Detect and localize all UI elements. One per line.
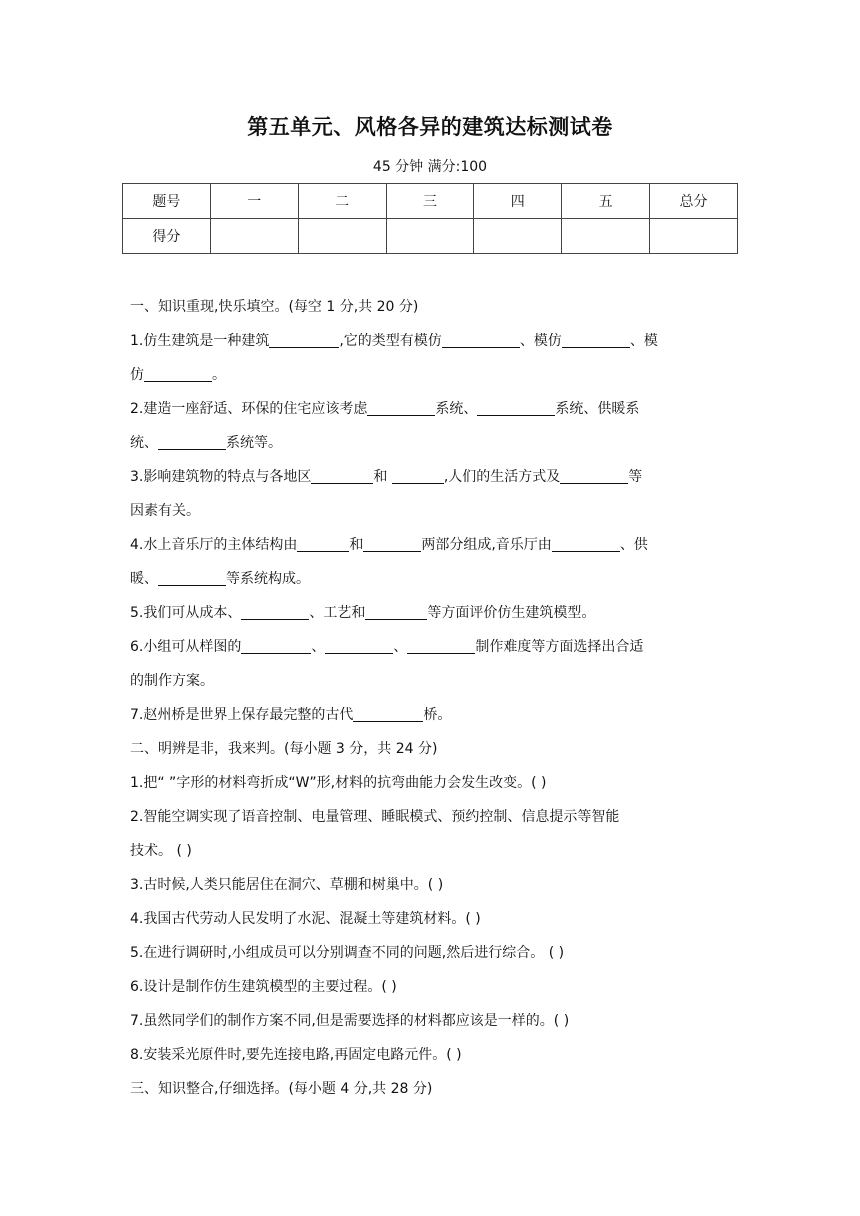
question-4-line-2 <box>130 562 734 596</box>
question-text: 、供 <box>619 537 648 553</box>
answer-blank[interactable] <box>407 635 475 654</box>
question-text: 等方面评价仿生建筑模型。 <box>427 605 596 621</box>
question-text: 、工艺和 <box>309 605 366 621</box>
header-cell: 总分 <box>650 184 738 219</box>
answer-blank[interactable] <box>325 635 393 654</box>
question-6-line-1 <box>130 630 734 664</box>
header-cell: 一 <box>210 184 298 219</box>
question-text: 因素有关。 <box>130 503 200 519</box>
answer-blank[interactable] <box>353 703 423 722</box>
question-text: 、模仿 <box>519 333 562 349</box>
page-title: 第五单元、风格各异的建筑达标测试卷 <box>247 115 613 139</box>
answer-blank[interactable] <box>241 601 309 620</box>
question-text: ,它的类型有模仿 <box>339 333 442 349</box>
exam-duration-and-score: 45 分钟 满分:100 <box>372 159 488 175</box>
question-3-line-2 <box>130 494 734 528</box>
question-text: 4.水上音乐厅的主体结构由 <box>130 537 298 553</box>
question-text: 7.赵州桥是世界上保存最完整的古代 <box>130 707 354 723</box>
question-3-line-1 <box>130 460 734 494</box>
question-text: 、模 <box>629 333 658 349</box>
header-cell: 二 <box>298 184 386 219</box>
answer-blank[interactable] <box>144 363 212 382</box>
question-text: 。 <box>212 367 226 383</box>
true-false-item: 8.安装采光原件时,要先连接电路,再固定电路元件。( ) <box>130 1047 462 1063</box>
header-cell: 题号 <box>123 184 211 219</box>
answer-blank[interactable] <box>367 397 435 416</box>
row-label-cell: 得分 <box>123 219 211 254</box>
header-cell: 三 <box>386 184 474 219</box>
answer-blank[interactable] <box>311 465 373 484</box>
answer-blank[interactable] <box>560 465 628 484</box>
answer-blank[interactable] <box>158 431 226 450</box>
answer-blank[interactable] <box>552 533 620 552</box>
answer-blank[interactable] <box>392 465 444 484</box>
header-cell: 四 <box>474 184 562 219</box>
question-1-line-2 <box>130 358 734 392</box>
question-text: 仿 <box>130 367 144 383</box>
true-false-item: 技术。 ( ) <box>130 843 192 859</box>
answer-blank[interactable] <box>269 329 339 348</box>
question-text: 和 <box>373 469 392 485</box>
question-6-line-2 <box>130 664 734 698</box>
section-2-heading: 二、明辨是非，我来判。(每小题 3 分，共 24 分) <box>130 741 438 757</box>
answer-blank[interactable] <box>365 601 427 620</box>
score-cell[interactable] <box>386 219 474 254</box>
score-table <box>122 183 738 254</box>
answer-blank[interactable] <box>477 397 555 416</box>
question-text: ,人们的生活方式及 <box>443 469 561 485</box>
answer-blank[interactable] <box>158 567 226 586</box>
question-2-line-1 <box>130 392 734 426</box>
question-text: 桥。 <box>423 707 452 723</box>
answer-blank[interactable] <box>442 329 520 348</box>
question-text: 2.建造一座舒适、环保的住宅应该考虑 <box>130 401 368 417</box>
question-text: 系统等。 <box>226 435 282 451</box>
answer-blank[interactable] <box>562 329 630 348</box>
score-cell[interactable] <box>298 219 386 254</box>
exam-body <box>130 290 734 1106</box>
true-false-item: 7.虽然同学们的制作方案不同,但是需要选择的材料都应该是一样的。( ) <box>130 1013 570 1029</box>
question-1-line-1 <box>130 324 734 358</box>
section-3-heading: 三、知识整合,仔细选择。(每小题 4 分,共 28 分) <box>130 1081 433 1097</box>
question-text: 统、 <box>130 435 158 451</box>
question-text: 3.影响建筑物的特点与各地区 <box>130 469 312 485</box>
score-cell[interactable] <box>474 219 562 254</box>
answer-blank[interactable] <box>363 533 421 552</box>
question-2-line-2 <box>130 426 734 460</box>
true-false-item: 3.古时候,人类只能居住在洞穴、草棚和树巢中。( ) <box>130 877 444 893</box>
score-cell[interactable] <box>210 219 298 254</box>
score-cell[interactable] <box>650 219 738 254</box>
score-cell[interactable] <box>562 219 650 254</box>
question-text: 暖、 <box>130 571 158 587</box>
question-text: 6.小组可从样图的 <box>130 639 242 655</box>
true-false-item: 5.在进行调研时,小组成员可以分别调查不同的问题,然后进行综合。 ( ) <box>130 945 565 961</box>
question-text: 、 <box>393 639 408 655</box>
true-false-item: 4.我国古代劳动人民发明了水泥、混凝土等建筑材料。( ) <box>130 911 481 927</box>
question-text: 的制作方案。 <box>130 673 214 689</box>
question-text: 和 <box>349 537 364 553</box>
question-4-line-1 <box>130 528 734 562</box>
question-7 <box>130 698 734 732</box>
question-text: 5.我们可从成本、 <box>130 605 242 621</box>
answer-blank[interactable] <box>241 635 311 654</box>
section-1-heading: 一、知识重现,快乐填空。(每空 1 分,共 20 分) <box>130 299 419 315</box>
true-false-item: 2.智能空调实现了语音控制、电量管理、睡眠模式、预约控制、信息提示等智能 <box>130 809 620 825</box>
header-cell: 五 <box>562 184 650 219</box>
true-false-item: 1.把“ ”字形的材料弯折成“W”形,材料的抗弯曲能力会发生改变。( ) <box>130 775 547 791</box>
question-text: 、 <box>311 639 326 655</box>
question-5 <box>130 596 734 630</box>
question-text: 1.仿生建筑是一种建筑 <box>130 333 270 349</box>
question-text: 系统、 <box>435 401 478 417</box>
question-text: 系统、供暖系 <box>555 401 640 417</box>
question-text: 两部分组成,音乐厅由 <box>421 537 552 553</box>
question-text: 等 <box>628 469 643 485</box>
question-text: 等系统构成。 <box>226 571 310 587</box>
answer-blank[interactable] <box>297 533 349 552</box>
score-table-score-row <box>123 219 738 254</box>
question-text: 制作难度等方面选择出合适 <box>475 639 644 655</box>
true-false-item: 6.设计是制作仿生建筑模型的主要过程。( ) <box>130 979 397 995</box>
score-table-header-row <box>123 184 738 219</box>
